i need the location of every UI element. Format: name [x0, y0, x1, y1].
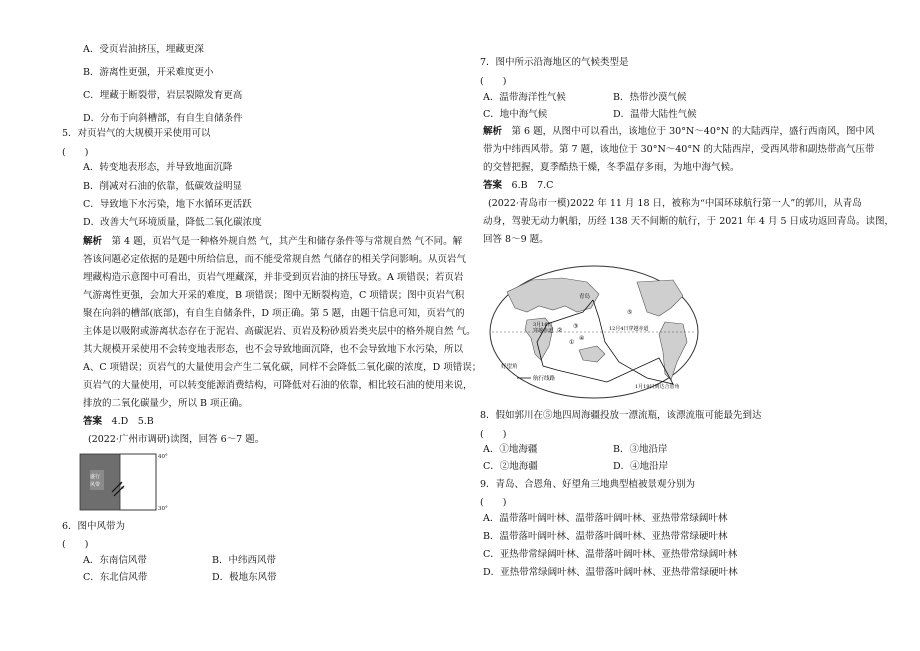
q9-answer-blank: ( ): [480, 497, 507, 508]
label-date-dec4: 12月4日穿越赤道: [609, 326, 649, 332]
q4-option-b: B．游离性更强，开采难度更小: [83, 67, 214, 78]
world-route-map: [487, 262, 702, 402]
marker-1: ①: [569, 339, 575, 346]
label-route-legend: 航行线路: [533, 376, 556, 382]
q6-option-d: D．极地东风带: [212, 572, 277, 583]
group-intro-6-7: (2022·广州市调研)读图，回答 6～7 题。: [88, 434, 265, 445]
marker-5: ⑤: [627, 309, 633, 316]
q6-option-c: C．东北信风带: [83, 572, 148, 583]
answer-line: [483, 180, 553, 192]
lat-30-label: 30°: [158, 506, 168, 512]
q9-stem: 9．青岛、合恩角、好望角三地典型植被景观分别为: [480, 479, 696, 490]
q4-option-d: D．分布于向斜槽部，有自生自储条件: [83, 113, 243, 124]
explanation-line-1: 解析 第 6 题，从图中可以看出，该地位于 30°N～40°N 的大陆西岸，盛行西南风，图中风: [483, 126, 875, 137]
marker-2: ②: [557, 327, 563, 334]
q7-option-d: D．温带大陆性气候: [613, 109, 697, 120]
wind-belt-figure: [78, 452, 178, 512]
figure-label-part1: 盛行: [90, 474, 101, 480]
answer-label: 答案: [483, 180, 503, 191]
explanation-line-2: 带为中纬西风带。第 7 题，该地位于 30°N～40°N 的大陆西岸，受西风带和副热带高气压带: [483, 144, 875, 155]
explanation-line-9: 页岩气的大量使用，可以转变能源消费结构，可降低对石油的依靠，相比较石油的使用来说，: [83, 380, 473, 391]
q4-option-a: A．受页岩油挤压，埋藏更深: [83, 44, 204, 55]
answer-line: [83, 416, 154, 428]
q5-stem: 5．对页岩气的大规模开采使用可以: [62, 128, 211, 139]
explanation-line-3: 埋藏构造示意图中可看出，页岩气埋藏深，并非受到页岩油的挤压导致。A 项错误；若页岩: [83, 272, 464, 283]
q8-option-d: D．④地沿岸: [613, 461, 669, 472]
q7-answer-blank: ( ): [480, 76, 507, 87]
right-column: [460, 0, 920, 651]
explanation-line-7: 其大规模开采使用不会转变地表形态，也不会导致地面沉降，也不会导致地下水污染，所以: [83, 344, 464, 355]
explanation-label: 解析: [483, 126, 503, 137]
label-qingdao: 青岛: [579, 294, 591, 300]
q9-option-b: B．温带落叶阔叶林、温带落叶阔叶林、亚热带常绿硬叶林: [483, 531, 728, 542]
explanation-line-3: 的交替把握，夏季酷热干燥，冬季温存多雨，为地中海气候。: [483, 162, 740, 173]
intro-line-2: 动身，驾驶无动力帆船，历经 138 天不间断的航行，于 2021 年 4 月 5 日成功返回青岛。读图，: [483, 216, 895, 227]
marker-4: ④: [579, 335, 585, 342]
q5-option-a: A．转变地表形态，并导致地面沉降: [83, 162, 233, 173]
q5-option-d: D．改善大气环境质量，降低二氧化碳浓度: [83, 217, 262, 228]
q6-option-a: A．东南信风带: [83, 555, 147, 566]
sea-area: [120, 454, 156, 510]
q7-stem: 7．图中所示沿海地区的气候类型是: [480, 57, 629, 68]
q8-option-b: B．③地沿岸: [613, 444, 668, 455]
explanation-line-8: A、C 项错误；页岩气的大量使用会产生二氧化碳，同样不会降低二氧化碳的浓度，D 项错误；: [83, 362, 482, 373]
explanation-line-5: 聚在向斜的槽部(底部)，有自生自储条件，D 项正确。第 5 题，由题干信息可知，页岩气的: [83, 308, 465, 319]
q9-option-c: C．亚热带常绿阔叶林、温带落叶阔叶林、亚热带常绿阔叶林: [483, 549, 738, 560]
q6-stem: 6．图中风带为: [62, 521, 126, 532]
lat-40-label: 40°: [158, 454, 168, 460]
q5-option-b: B．削减对石油的依靠，低碳效益明显: [83, 181, 242, 192]
q6-answer-blank: ( ): [62, 539, 89, 550]
marker-3: ③: [573, 323, 579, 330]
answer-label: 答案: [83, 416, 103, 427]
q8-answer-blank: ( ): [480, 429, 507, 440]
label-cape-horn: 1月19日到达合恩角: [635, 384, 680, 390]
explanation-line-4: 气游离性更强，会加大开采的难度，B 项错误；图中无断裂构造，C 项错误；图中页岩气积: [83, 290, 465, 301]
q8-option-a: A．①地海疆: [483, 444, 538, 455]
label-date-mar16: 3月16日: [533, 322, 553, 328]
intro-line-3: 回答 8～9 题。: [483, 234, 549, 245]
answer-text: 4.D 5.B: [111, 416, 154, 427]
q7-option-c: C．地中海气候: [483, 109, 548, 120]
label-cape-good-hope: 好望角: [501, 364, 518, 370]
q5-option-c: C．导致地下水污染，地下水循环更活跃: [83, 199, 252, 210]
q9-option-d: D．亚热带常绿阔叶林、温带落叶阔叶林、亚热带常绿硬叶林: [483, 567, 738, 578]
explanation-line-2: 答该问题必定依据的是题中所给信息，而不能受常规自然 气储存的相关学问影响。从页岩气: [83, 254, 467, 265]
label-cross-equator-1: 穿越赤道: [533, 328, 554, 334]
q8-stem: 8．假如郭川在⑤地四周海疆投放一漂流瓶，该漂流瓶可能最先到达: [480, 410, 762, 421]
q4-option-c: C．埋藏于断裂带，岩层裂隙发育更高: [83, 90, 243, 101]
figure-label-part2: 风带: [90, 482, 101, 488]
explanation-label: 解析: [83, 236, 103, 247]
q6-option-b: B．中纬西风带: [212, 555, 276, 566]
explanation-line-6: 主体是以吸附或游离状态存在于泥岩、高碳泥岩、页岩及粉砂质岩类夹层中的格外规自然 气。: [83, 326, 476, 337]
q8-option-c: C．②地海疆: [483, 461, 538, 472]
q7-option-a: A．温带海洋性气候: [483, 92, 566, 103]
answer-text: 6.B 7.C: [511, 180, 554, 191]
q9-option-a: A．温带落叶阔叶林、温带落叶阔叶林、亚热带常绿阔叶林: [483, 513, 728, 524]
explanation-line-1: 解析 第 4 题，页岩气是一种格外规自然 气，其产生和储存条件等与常规自然 气不同。解: [83, 236, 463, 247]
q7-option-b: B．热带沙漠气候: [613, 92, 687, 103]
q5-answer-blank: ( ): [62, 147, 89, 158]
explanation-line-10: 排放的二氧化碳量少，所以 B 项正确。: [83, 398, 249, 409]
intro-line-1: (2022·青岛市一模)2022 年 11 月 18 日，被称为“中国环球航行第一人”的郭川，从青岛: [488, 198, 862, 209]
